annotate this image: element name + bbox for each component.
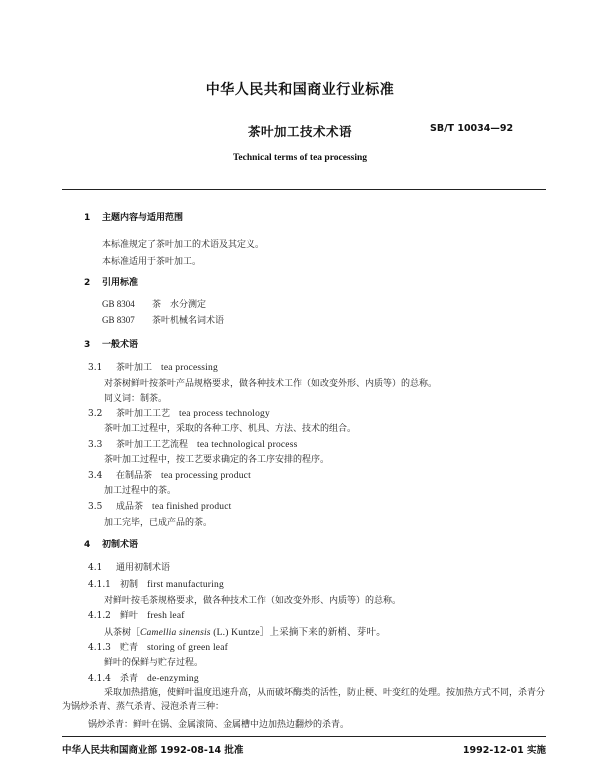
reference-item [102, 313, 224, 326]
term-heading [88, 640, 228, 653]
term-number: 3.4 [88, 471, 103, 481]
term-heading [88, 608, 185, 621]
term-number: 3.5 [88, 502, 103, 512]
section-number: 1 [84, 213, 91, 223]
section-title: 引用标准 [102, 278, 139, 288]
term-cn: 初制 [120, 580, 139, 590]
term-note: 同义词：制茶。 [104, 394, 168, 404]
term-en: tea processing [161, 363, 218, 373]
term-heading [88, 437, 298, 450]
paragraph: 本标准规定了茶叶加工的术语及其定义。 [102, 240, 265, 250]
term-definition: 茶叶加工过程中，按工艺要求确定的各工序安排的程序。 [104, 455, 330, 465]
definition-text: (L.) Kuntze］上采摘下来的新梢、芽叶。 [210, 628, 386, 638]
term-cn: 成品茶 [116, 502, 144, 512]
term-cn: 茶叶加工工艺流程 [116, 440, 189, 450]
org-title: 中华人民共和国商业行业标准 [205, 82, 395, 98]
term-note: 锅炒杀青：鲜叶在锅、金属滚筒、金属槽中边加热边翻炒的杀青。 [88, 720, 350, 730]
subsection-heading [88, 560, 170, 573]
effective-date: 1992-12-01 实施 [462, 745, 546, 756]
term-number: 4.1.4 [88, 674, 111, 684]
latin-name: Camellia sinensis [140, 628, 211, 638]
term-heading [88, 468, 251, 481]
term-en: fresh leaf [147, 611, 185, 621]
definition-text: 从茶树［ [104, 628, 141, 638]
standard-number: SB/T 10034—92 [430, 123, 514, 134]
term-cn: 贮青 [120, 643, 139, 653]
term-definition: 加工完毕，已成产品的茶。 [104, 518, 213, 528]
term-definition: 鲜叶的保鲜与贮存过程。 [104, 658, 204, 668]
section-number: 2 [84, 278, 91, 288]
term-en: first manufacturing [147, 580, 224, 590]
standard-title-en: Technical terms of tea processing [232, 153, 368, 163]
term-cn: 茶叶加工工艺 [116, 409, 171, 419]
approval-line: 中华人民共和国商业部 1992-08-14 批准 [62, 745, 244, 756]
top-rule [62, 189, 546, 190]
subsection-title: 通用初制术语 [116, 563, 171, 573]
term-definition: 采取加热措施，使鲜叶温度迅速升高，从而破坏酶类的活性，防止梗、叶变红的处理。按加热方式不同，杀青分为锅炒杀青、蒸气杀青、浸泡杀青三种： [62, 688, 546, 712]
term-number: 3.3 [88, 440, 103, 450]
section-number: 4 [84, 540, 91, 550]
subsection-number: 4.1 [88, 563, 103, 573]
term-en: tea process technology [179, 409, 270, 419]
paragraph: 本标准适用于茶叶加工。 [102, 257, 202, 267]
term-cn: 茶叶加工 [116, 363, 153, 373]
term-en: tea technological process [197, 440, 298, 450]
term-number: 3.2 [88, 409, 103, 419]
section-4-heading [84, 537, 138, 550]
term-en: storing of green leaf [147, 643, 228, 653]
term-definition: 茶叶加工过程中，采取的各种工序、机具、方法、技术的组合。 [104, 424, 357, 434]
term-number: 4.1.3 [88, 643, 111, 653]
term-number: 4.1.1 [88, 580, 111, 590]
term-definition [104, 624, 386, 638]
term-cn: 在制品茶 [116, 471, 153, 481]
term-number: 4.1.2 [88, 611, 111, 621]
section-2-heading [84, 275, 138, 288]
section-title: 主题内容与适用范围 [102, 213, 184, 223]
reference-name: 茶 水分测定 [152, 300, 207, 310]
term-cn: 鲜叶 [120, 611, 139, 621]
term-number: 3.1 [88, 363, 103, 373]
term-en: de-enzyming [147, 674, 199, 684]
term-cn: 杀青 [120, 674, 139, 684]
term-definition: 加工过程中的茶。 [104, 486, 177, 496]
reference-name: 茶叶机械名词术语 [152, 316, 225, 326]
term-heading [88, 360, 218, 373]
term-definition: 对茶树鲜叶按茶叶产品规格要求，做各种技术工作（如改变外形、内质等）的总称。 [104, 379, 438, 389]
section-number: 3 [84, 340, 91, 350]
reference-item [102, 297, 206, 310]
bottom-rule [62, 736, 546, 737]
section-1-heading [84, 210, 183, 223]
reference-code: GB 8304 [102, 299, 135, 309]
term-en: tea processing product [161, 471, 251, 481]
section-3-heading [84, 337, 138, 350]
section-title: 一般术语 [102, 340, 139, 350]
section-title: 初制术语 [102, 540, 139, 550]
term-heading [88, 406, 270, 419]
reference-code: GB 8307 [102, 315, 135, 325]
term-heading [88, 671, 199, 684]
term-heading [88, 499, 231, 512]
term-heading [88, 577, 224, 590]
standard-title-cn: 茶叶加工技术术语 [247, 124, 352, 139]
term-en: tea finished product [152, 502, 232, 512]
term-definition: 对鲜叶按毛茶规格要求，做各种技术工作（如改变外形、内质等）的总称。 [104, 596, 402, 606]
